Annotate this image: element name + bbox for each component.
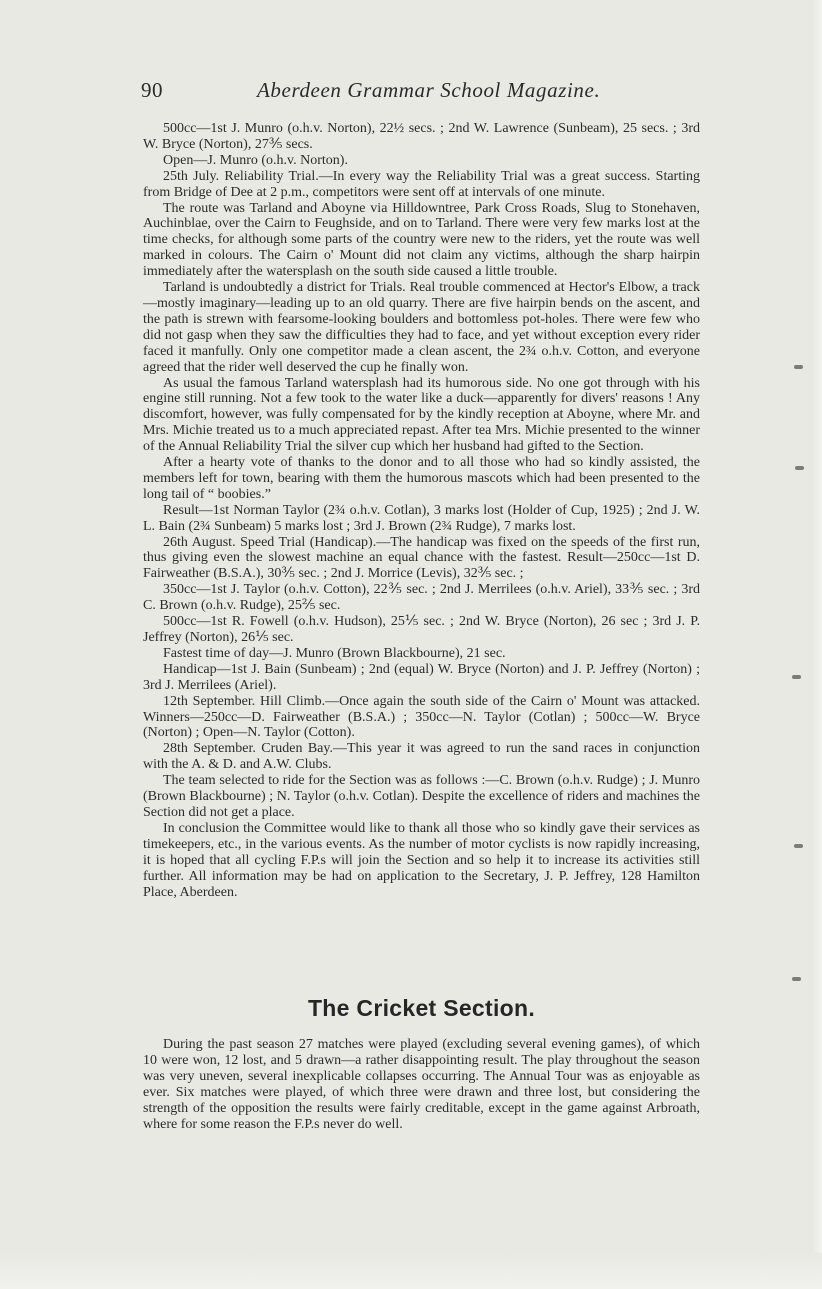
paragraph: 500cc—1st R. Fowell (o.h.v. Hudson), 25⅕ sec. ; 2nd W. Bryce (Norton), 26 sec ; 3rd J. P. Jeffrey (Norton), 26⅕ sec.	[143, 614, 700, 645]
running-head	[141, 78, 701, 108]
paragraph: 28th September. Cruden Bay.—This year it was agreed to run the sand races in conjunction with the A. & D. and A.W. Clubs.	[143, 741, 700, 773]
paragraph: Tarland is undoubtedly a district for Trials. Real trouble commenced at Hector's Elbow, a track—mostly imaginary—leading up to an old quarry. There are five hairpin bends on the ascent, and the path is strewn with fearsome-looking boulders and bottomless pot-holes. There were few who did not gasp when they saw the difficulties they had to face, and yet without exception every rider faced it manfully. Only one competitor made a clean ascent, the 2¾ o.h.v. Cotton, and everyone agreed that the rider well deserved the cup he finally won.	[143, 280, 700, 375]
page-edge-shadow	[810, 0, 822, 1289]
margin-mark	[792, 977, 801, 981]
paragraph: In conclusion the Committee would like to thank all those who so kindly gave their services as timekeepers, etc., in the various events. As the number of motor cyclists is now rapidly increasing, it is hoped that all cycling F.P.s will join the Section and so help it to increase its activities still further. All information may be had on application to the Secretary, J. P. Jeffrey, 128 Hamilton Place, Aberdeen.	[143, 820, 700, 900]
section-heading: The Cricket Section.	[307, 995, 536, 1021]
page-number: 90	[141, 78, 163, 102]
paragraph: Result—1st Norman Taylor (2¾ o.h.v. Cotlan), 3 marks lost (Holder of Cup, 1925) ; 2nd J. W. L. Bain (2¾ Sunbeam) 5 marks lost ; 3rd J. Brown (2¾ Rudge), 7 marks lost.	[143, 502, 700, 534]
margin-mark	[792, 675, 801, 679]
paragraph: As usual the famous Tarland watersplash had its humorous side. No one got through with his engine still running. Not a few took to the water like a duck—apparently for divers' reasons ! Any discomfort, however, was fully compensated for by the kindly reception at Aboyne, where Mr. and Mrs. Michie treated us to a much appreciated repast. After tea Mrs. Michie presented to the winner of the Annual Reliability Trial the silver cup which her husband had gifted to the Section.	[143, 375, 700, 455]
cricket-report	[143, 1037, 700, 1132]
motor-cycling-report	[143, 121, 700, 900]
paragraph: 12th September. Hill Climb.—Once again the south side of the Cairn o' Mount was attacked. Winners—250cc—D. Fairweather (B.S.A.) ; 350cc—N. Taylor (Cotlan) ; 500cc—W. Bryce (Norton) ; Open—N. Taylor (Cotton).	[143, 693, 700, 741]
paragraph: 25th July. Reliability Trial.—In every way the Reliability Trial was a great success. Starting from Bridge of Dee at 2 p.m., competitors were sent off at intervals of one minute.	[143, 168, 700, 200]
paragraph: After a hearty vote of thanks to the donor and to all those who had so kindly assisted, the members left for town, bearing with them the humorous mascots which had been presented to the long tail of “ boobies.”	[143, 455, 700, 502]
paragraph: 350cc—1st J. Taylor (o.h.v. Cotton), 22⅗ sec. ; 2nd J. Merrilees (o.h.v. Ariel), 33⅗ sec. ; 3rd C. Brown (o.h.v. Rudge), 25⅖ sec.	[143, 582, 700, 614]
page-bottom-margin	[0, 1253, 822, 1289]
margin-mark	[794, 844, 803, 848]
paragraph: Open—J. Munro (o.h.v. Norton).	[163, 152, 348, 168]
paragraph: 500cc—1st J. Munro (o.h.v. Norton), 22½ secs. ; 2nd W. Lawrence (Sunbeam), 25 secs. ; 3rd W. Bryce (Norton), 27⅗ secs.	[143, 121, 700, 152]
margin-mark	[794, 365, 803, 369]
paragraph: During the past season 27 matches were played (excluding several evening games), of which 10 were won, 12 lost, and 5 drawn—a rather disappointing result. The play throughout the season was very uneven, several inexplicable collapses occurring. The Annual Tour was as enjoyable as ever. Six matches were played, of which three were drawn and three lost, but considering the strength of the opposition the results were fairly creditable, except in the game against Arbroath, where for some reason the F.P.s never do well.	[143, 1037, 700, 1132]
paragraph: Handicap—1st J. Bain (Sunbeam) ; 2nd (equal) W. Bryce (Norton) and J. P. Jeffrey (Norton) ; 3rd J. Merrilees (Ariel).	[143, 661, 700, 693]
margin-mark	[795, 466, 804, 470]
paragraph: 26th August. Speed Trial (Handicap).—The handicap was fixed on the speeds of the first run, thus giving even the slowest machine an equal chance with the fastest. Result—250cc—1st D. Fairweather (B.S.A.), 30⅗ sec. ; 2nd J. Morrice (Levis), 32⅗ sec. ;	[143, 534, 700, 582]
paragraph: The route was Tarland and Aboyne via Hilldowntree, Park Cross Roads, Slug to Stonehaven, Auchinblae, over the Cairn to Feughside, and on to Tarland. There were very few marks lost at the time checks, for although some parts of the country were new to the riders, yet the route was well marked in colours. The Cairn o' Mount did not claim any victims, although the sharp hairpin immediately after the watersplash on the south side caused a little trouble.	[143, 200, 700, 280]
paragraph: The team selected to ride for the Section was as follows :—C. Brown (o.h.v. Rudge) ; J. Munro (Brown Blackbourne) ; N. Taylor (o.h.v. Cotlan). Despite the excellence of riders and machines the Section did not get a place.	[143, 773, 700, 820]
paragraph: Fastest time of day—J. Munro (Brown Blackbourne), 21 sec.	[163, 645, 506, 661]
magazine-title: Aberdeen Grammar School Magazine.	[257, 78, 601, 102]
